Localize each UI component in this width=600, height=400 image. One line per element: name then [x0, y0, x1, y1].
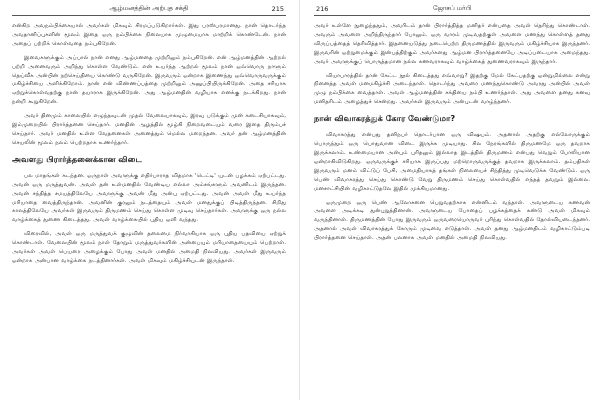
- paragraph: விரைவில், அவள் ஒரு மருத்துவக் குழுவின் தலைமை நிர்வாகியாக ஒரு புதிய பதவியை ஏற்றுக் கொண்டாள். வேலையின் மூலம் நாள் தோறும் மருத்துவர்களின் அன்பையும் மரியாதையையும் பெற்றாள். அவர்கள் அவள் பெயரை அழைக்கும் போது அவள் மனதில் அமைதி நிலவியது. அவர்கள் இருவரும் ஒன்றாக அன்பான வாழ்க்கை நடத்தினார்கள். அவள் மிகவும் மகிழ்ச்சியுடன் இருந்தாள்.: [12, 231, 286, 264]
- running-header: [12, 4, 286, 16]
- running-header-title: ஜோசப் மர்பி: [432, 4, 472, 12]
- paragraph: இவைகளுக்கும் அப்பால் நான் எனது ஆழ்மனதை முற்றிலும் நம்புகிறேன். என் ஆழ்மனத்தின் ஆற்றல் பற்றி அனைவரும் அறிந்து கொள்ள வேண்டும். என் உயர்ந்த ஆற்றல் மூலம் நான் ஒவ்வொரு நாளும் தெய்வீக அன்பின் நற்செய்தியை கொண்டு வருகிறேன். இருவரும் ஒன்றாக இணைந்து ஒவ்வொருவருக்கும் மகிழ்ச்சியை அளிக்கிறோம். நான் என் விண்ணப்பத்தை முற்றிலும் அனுப்பியிருக்கிறேன். அதை சரியாக ஏற்றுக்கொள்வதற்கு நான் தயாராக இருக்கிறேன். அது ஆழ்மனதின் வழியாக எனக்கு நடக்கிறது. நான் நன்றி கூறுகிறேன்.: [12, 54, 286, 106]
- section-heading: அவளது பிரார்த்தனைக்கான விடை: [12, 153, 143, 164]
- paragraph: விவாகரத்து என்பது தனிநபர் தொடர்பான ஒரு விஷயம். அதனால் அதற்கு எல்லோருக்கும் பொருந்தும் ஒரு பொதுவான விடை இருக்க முடியாது. சில நேரங்களில் திருமணமே ஒரு தவறாக இருக்கலாம். உண்மையான அன்பும் புரிதலும் இல்லாத இடத்தில் திருமணம் என்பது வெறும் போலியான ஒன்றாகிவிடுகிறது. ஒருவருக்குச் சரியாக இருப்பது மற்றொருவருக்குத் தவறாக இருக்கலாம். தம்பதிகள் இருவரும் மனம் விட்டுப் பேசி, அமைதியாகத் தங்கள் நிலையைச் சிந்தித்து முடிவெடுக்க வேண்டும். ஒரு பெண் விவாகரத்து செய்து கொண்டு வேறு திருமணம் செய்து கொள்வதில் எந்தத் தவறும் இல்லை. மனசாட்சியின் வழிகாட்டுதலே இதில் முக்கியமானது.: [314, 132, 590, 192]
- paragraph: வியாபாரத்தில் தான் கேட்ட நூல் கிடைத்தது எவ்வாறு? இதற்கு மேல் கேட்பதற்கு ஒன்றுமில்லை என்று நினைத்த அவள் மனமகிழ்ச்சி அடைந்தாள். தொடர்ந்து அவரை மணந்துகொண்டு அவரது அன்பில் அவள் முழு நம்பிக்கை வைத்தாள். அவள் ஆழ்மனத்தின் சக்தியை நம்பி உணர்ந்தாள். அது அவளை தனது கனவு மனிதரிடம் அழைத்துச் சென்றது. அவர்கள் இருவரும் அன்புடன் வாழ்ந்தனர்.: [314, 72, 590, 106]
- page-body: [12, 22, 286, 266]
- page-number: 215: [271, 5, 284, 13]
- paragraph: அவர் தினமும் காலையில் எழுந்தவுடன் முதல் வேலையாகவும், இரவு படுக்கும் முன் கடைசியாகவும், இம்முறையில் பிரார்த்தனை செய்தார். மனதின் ஆழத்தில் மூழ்கி நிறைவடையும் வரை இதை திரும்பச் செய்தார். அவர் மனதில் உள்ள வேதனைகள் அனைத்தும் மெல்ல மறைந்தன. அவர் தன் ஆழ்மனத்தின் செயலின் மூலம் நலம் பெற்றதாக உணர்ந்தார்.: [12, 113, 286, 146]
- running-header-title: ஆழ்மனத்தின் அற்புத சக்தி: [109, 4, 189, 12]
- paragraph: அவர் உள்ளே நுழைந்ததும், அவரிடம் தான் பிரார்த்தித்த மனிதர் என்பதை அவள் தெரிந்து கொண்டாள். அவரும் அவளை அறிந்திருந்தார் போலும். ஒரு வாரம் முடிவதற்குள் அவளை மணந்து கொள்ளத் தனது விருப்பத்தைத் தெரிவித்தார். இதனையடுத்து நடைபெற்ற திருமணத்தில் இருவரும் மகிழ்ச்சியாக இருந்தனர். இருவரின் ஒற்றுமைக்கும் இன்பத்திற்கும் அவர்களது ஆழ்மன பிரார்த்தனையே அடிப்படையாக அமைந்தது. அவர் அவளுக்குப் பொருத்தமான நல்ல கணவராகவும் வாழ்க்கைத் துணைவராகவும் இருந்தார்.: [314, 23, 590, 65]
- page-body: [314, 22, 590, 243]
- paragraph: என்கிற அவநம்பிக்கையால் அவர்கள் மிகவும் சிரமப்படுகிறார்கள். இது பரஸ்பரமானது. நான் தொடர்ந்த அவதானிப்புகளின் மூலம் இதை ஒரு நம்பிக்கை நிலையாக முழுமையாக மாற்றிக் கொண்டேன். நான் அதைப் பற்றிக் கொள்வதை நம்புகிறேன்.: [12, 23, 286, 47]
- paragraph: பல மாதங்கள் கடந்தன. ஒருநாள் அவளுக்கு எதிர்பாராத விதமாக 'டெட்டி' யுடன் பழக்கம் ஏற்பட்டது. அவன் ஒரு மருத்துவன். அவள் தன் உள்மனதில் வேண்டிய எல்லா அம்சங்களும் அவனிடம் இருந்தன. அவன் சந்தித்த சமயத்திலேயே அவளுக்கு அவன் மீது அன்பு ஏற்பட்டது. அவன் அவள் மீது உயர்ந்த மரியாதை வைத்திருந்தான். அவனின் குரலும் நடத்தையும் அவள் மனதுக்குப் பிடித்திருந்தன. சிறிது காலத்திலேயே அவர்கள் இருவரும் திருமணம் செய்து கொள்ள முடிவு செய்தார்கள். அவளுக்கு ஒரு நல்ல வாழ்க்கைத் துணை கிடைத்தது. அவள் வாழ்க்கையில் புதிய ஒளி வந்தது.: [12, 172, 286, 224]
- page-number: 216: [316, 5, 329, 13]
- running-header: [314, 4, 590, 16]
- paragraph: ஒருமுறை ஒரு பெண் ஆலோசனை பெறுவதற்காக என்னிடம் வந்தாள். அவளுடைய கணவன் அவளை அடிக்கடி துன்புறுத்தினான். அவளுடைய போதைப் பழக்கத்தைக் கண்டு அவள் மிகவும் வருந்தினாள். திருமணத்தின் போது இருவரும் ஒருவரையொருவர் புரிந்து கொள்வதில் தோல்வியடைந்தனர். அதனால் அவள் விவாகரத்துக் கோரும் முடிவை எடுத்தாள். அவள் தனது ஆழ்மனதிடம் வழிகாட்டும்படி பிரார்த்தனை செய்தாள். அதன் பலனாக அவள் மனதில் அமைதி நிலவியது.: [314, 199, 590, 242]
- right-page: [300, 0, 600, 400]
- section-heading: நான் விவாகரத்துக் கோர வேண்டுமா?: [314, 113, 456, 124]
